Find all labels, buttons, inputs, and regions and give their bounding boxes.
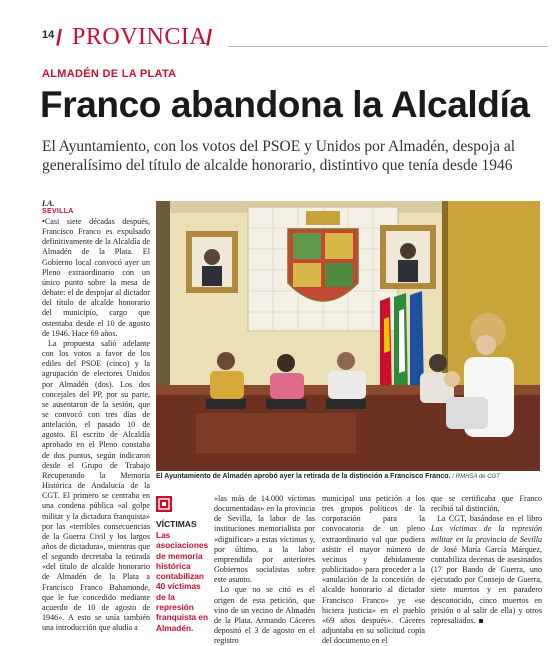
- paragraph: «las más de 14.000 víctimas documentadas» en la provincia de Sevilla, la labor de las instituciones memorialista por «dignificar» a estas víctimas y, por último, a la labor emprendida por anteriores Gobiernos socialistas sobre este asunto.: [214, 494, 315, 585]
- paragraph: La propuesta salió adelante con los votos a favor de los ediles del PSOE (cinco) y la agrupación de electores Unidos por Almadén (dos). Los dos concejales del PP, por su parte, se ausentaron de la sesión, que se convocó con tres días de antelación, el pasado 10 de agosto. El escrito de Alcaldía aprobado en el Pleno constaba de dos puntos, según indicaron desde el Grupo de Trabajo Recuperando la Memoria Histórica de Andalucía de la CGT. El primero se centraba en una condena pública «al golpe militar y la dictadura franquista» por las «terribles consecuencias de la Guerra Civil y los largos años de dictadura», mientras que el segundo decretaba la retirada «del título de alcalde honorario de Almadén de la Plata a Francisco Franco Bahamonde, que le fue concedido mediante acuerdo de 10 de agosto de 1946». A esto se unía también una introducción que aludía a: [42, 338, 150, 633]
- council-meeting-photo: [156, 201, 540, 471]
- paragraph: Lo que no se citó es el origen de esta petición, que vino de un vecino de Almadén de la Plata. Armando Cáceres depositó el 3 de agosto en el registro: [214, 585, 315, 646]
- section-slash-trailing: /: [206, 25, 213, 50]
- article-deck: El Ayuntamiento, con los votos del PSOE y Unidos por Almadén, despoja al generalísimo del título de alcalde honorario, distintivo que tenía desde 1946: [42, 138, 516, 174]
- paragraph: que se certificaba que Franco recibió tal distinción.: [431, 494, 542, 514]
- text-span: La CGT, basándose en el libro: [437, 514, 542, 524]
- article-column-1: [42, 217, 150, 633]
- article-headline: Franco abandona la Alcaldía: [40, 84, 530, 125]
- section-slash: /: [56, 25, 63, 50]
- header-rule: [228, 46, 548, 47]
- quote-box-icon: [156, 496, 172, 512]
- photo-caption: [156, 473, 540, 480]
- caption-credit: / RMHSA de CGT: [452, 474, 500, 480]
- byline-author: I.A.: [42, 199, 55, 208]
- caption-text: El Ayuntamiento de Almadén aprobó ayer la retirada de la distinción a Francisco Franco.: [156, 473, 451, 480]
- victims-icon: [156, 496, 172, 512]
- text-span: de José María García Márquez, contabiliza decenas de asesinados (17 por Bando de Guerra, uno ejecutado por Consejo de Guerra, siete muertos y en paradero desconocido, cinco muertos en prisión o al salir de ella) y otros represaliados.: [431, 544, 542, 625]
- article-column-2: [214, 494, 315, 646]
- page-number: 14: [42, 29, 55, 41]
- byline-city: SEVILLA: [42, 208, 74, 215]
- article-kicker: ALMADÉN DE LA PLATA: [42, 68, 177, 80]
- end-mark-icon: [479, 619, 483, 623]
- paragraph: •Casi siete décadas después, Francisco Franco es expulsado definitivamente de la Alcaldía de Almadén de la Plata. El Gobierno local convocó ayer un Pleno extraordinario con un único punto sobre la mesa de debate: el de despojar al dictador del título de alcalde honorario del municipio, cargo que ostentaba desde el 10 de agosto de 1946. Hace 69 años.: [42, 217, 150, 338]
- paragraph: [431, 514, 542, 626]
- article-column-4: [431, 494, 542, 626]
- book-title: Las víctimas de la represión militar en la provincia de Sevilla: [431, 524, 542, 544]
- section-title: PROVINCIA: [72, 24, 208, 50]
- article-photo: [156, 201, 540, 471]
- sidebar-text: Las asociaciones de memoria histórica contabilizan 40 víctimas de la represión franquista en Almadén.: [156, 530, 209, 633]
- sidebar-label: VÍCTIMAS: [156, 519, 197, 529]
- paragraph: municipal una petición a los tres grupos políticos de la corporación para la convocatoria de un pleno extraordinario val que pudiera asistir el mayor número de vecinos y debidamente publicitado» para proceder a la «anulación de la concesión de alcalde honorario al dictador Francisco Franco» ye «se hiciera justicia» en el pueblo «69 años después». Cáceres adjuntaba en su solicitud copia del documento en el: [322, 494, 425, 646]
- article-column-3: [322, 494, 425, 646]
